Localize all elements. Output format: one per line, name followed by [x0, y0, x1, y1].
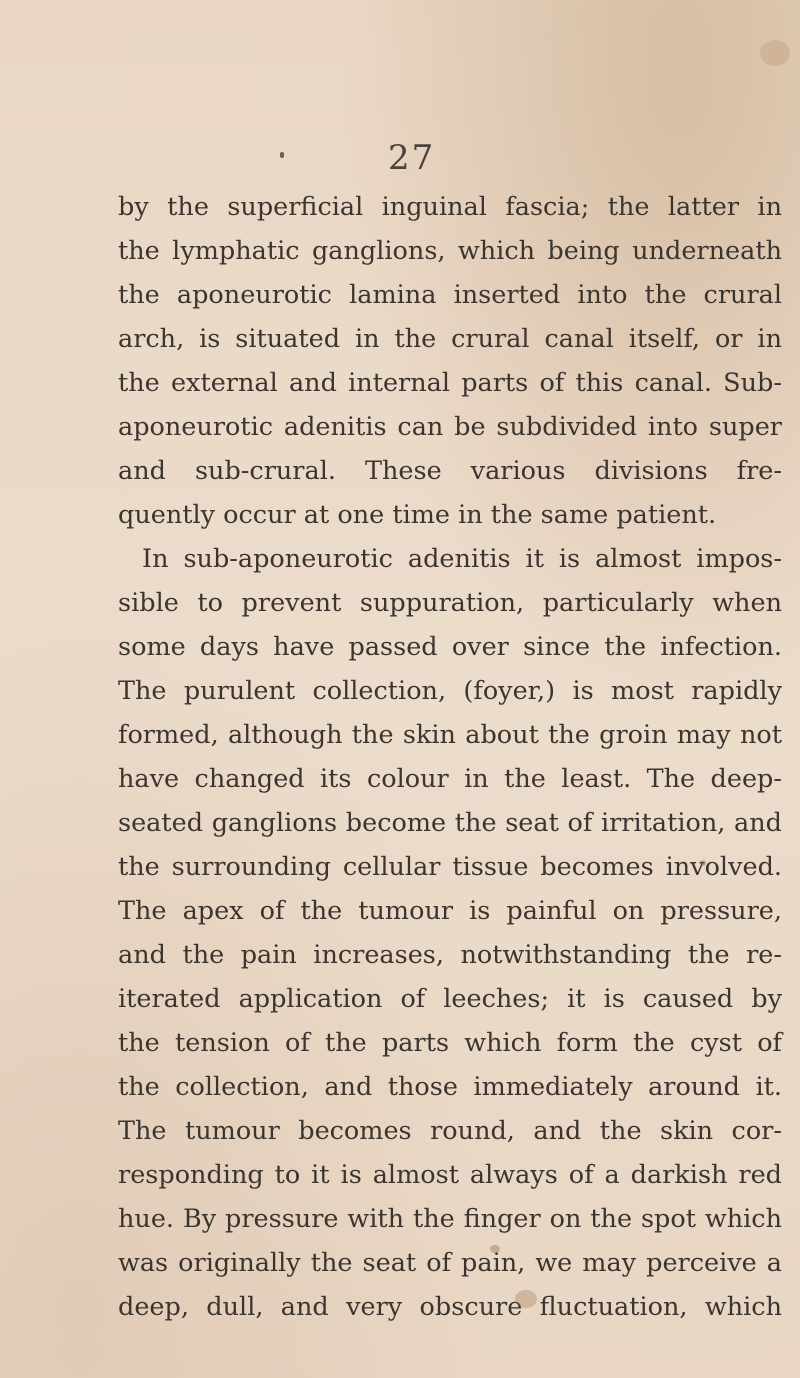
text-line: hue. By pressure with the finger on the spot which	[118, 1204, 782, 1234]
text-line: deep, dull, and very obscure fluctuation, which	[118, 1292, 782, 1322]
text-line: and the pain increases, notwithstanding the re-	[118, 940, 782, 970]
page-number: 27	[388, 138, 436, 178]
text-line-paragraph-start: In sub-aponeurotic adenitis it is almost impos-	[142, 544, 782, 574]
text-line: The tumour becomes round, and the skin cor-	[118, 1116, 782, 1146]
text-line: the aponeurotic lamina inserted into the crural	[118, 280, 782, 310]
text-line: formed, although the skin about the groin may not	[118, 720, 782, 750]
text-line: the tension of the parts which form the cyst of	[118, 1028, 782, 1058]
text-line: seated ganglions become the seat of irritation, and	[118, 808, 782, 838]
text-line: the collection, and those immediately around it.	[118, 1072, 782, 1102]
paper-stain	[490, 1245, 500, 1253]
ink-dot	[280, 152, 284, 158]
text-line: some days have passed over since the infection.	[118, 632, 782, 662]
text-line: The purulent collection, (foyer,) is most rapidly	[118, 676, 782, 706]
text-line: aponeurotic adenitis can be subdivided into super	[118, 412, 782, 442]
text-line: responding to it is almost always of a darkish red	[118, 1160, 782, 1190]
text-line: have changed its colour in the least. The deep-	[118, 764, 782, 794]
text-line: sible to prevent suppuration, particularly when	[118, 588, 782, 618]
text-line: arch, is situated in the crural canal itself, or in	[118, 324, 782, 354]
text-line: the surrounding cellular tissue becomes involved.	[118, 852, 782, 882]
paper-stain	[515, 1290, 537, 1308]
text-line: was originally the seat of pain, we may perceive a	[118, 1248, 782, 1278]
body-text	[118, 185, 782, 1329]
text-line: the lymphatic ganglions, which being underneath	[118, 236, 782, 266]
text-line: iterated application of leeches; it is caused by	[118, 984, 782, 1014]
text-line: The apex of the tumour is painful on pressure,	[118, 896, 782, 926]
paper-stain	[700, 860, 706, 866]
text-line: and sub-crural. These various divisions fre-	[118, 456, 782, 486]
text-line: quently occur at one time in the same patient.	[118, 500, 717, 530]
paper-stain	[760, 40, 790, 66]
text-line: by the superficial inguinal fascia; the latter in	[118, 192, 782, 222]
text-line: the external and internal parts of this canal. Sub-	[118, 368, 782, 398]
